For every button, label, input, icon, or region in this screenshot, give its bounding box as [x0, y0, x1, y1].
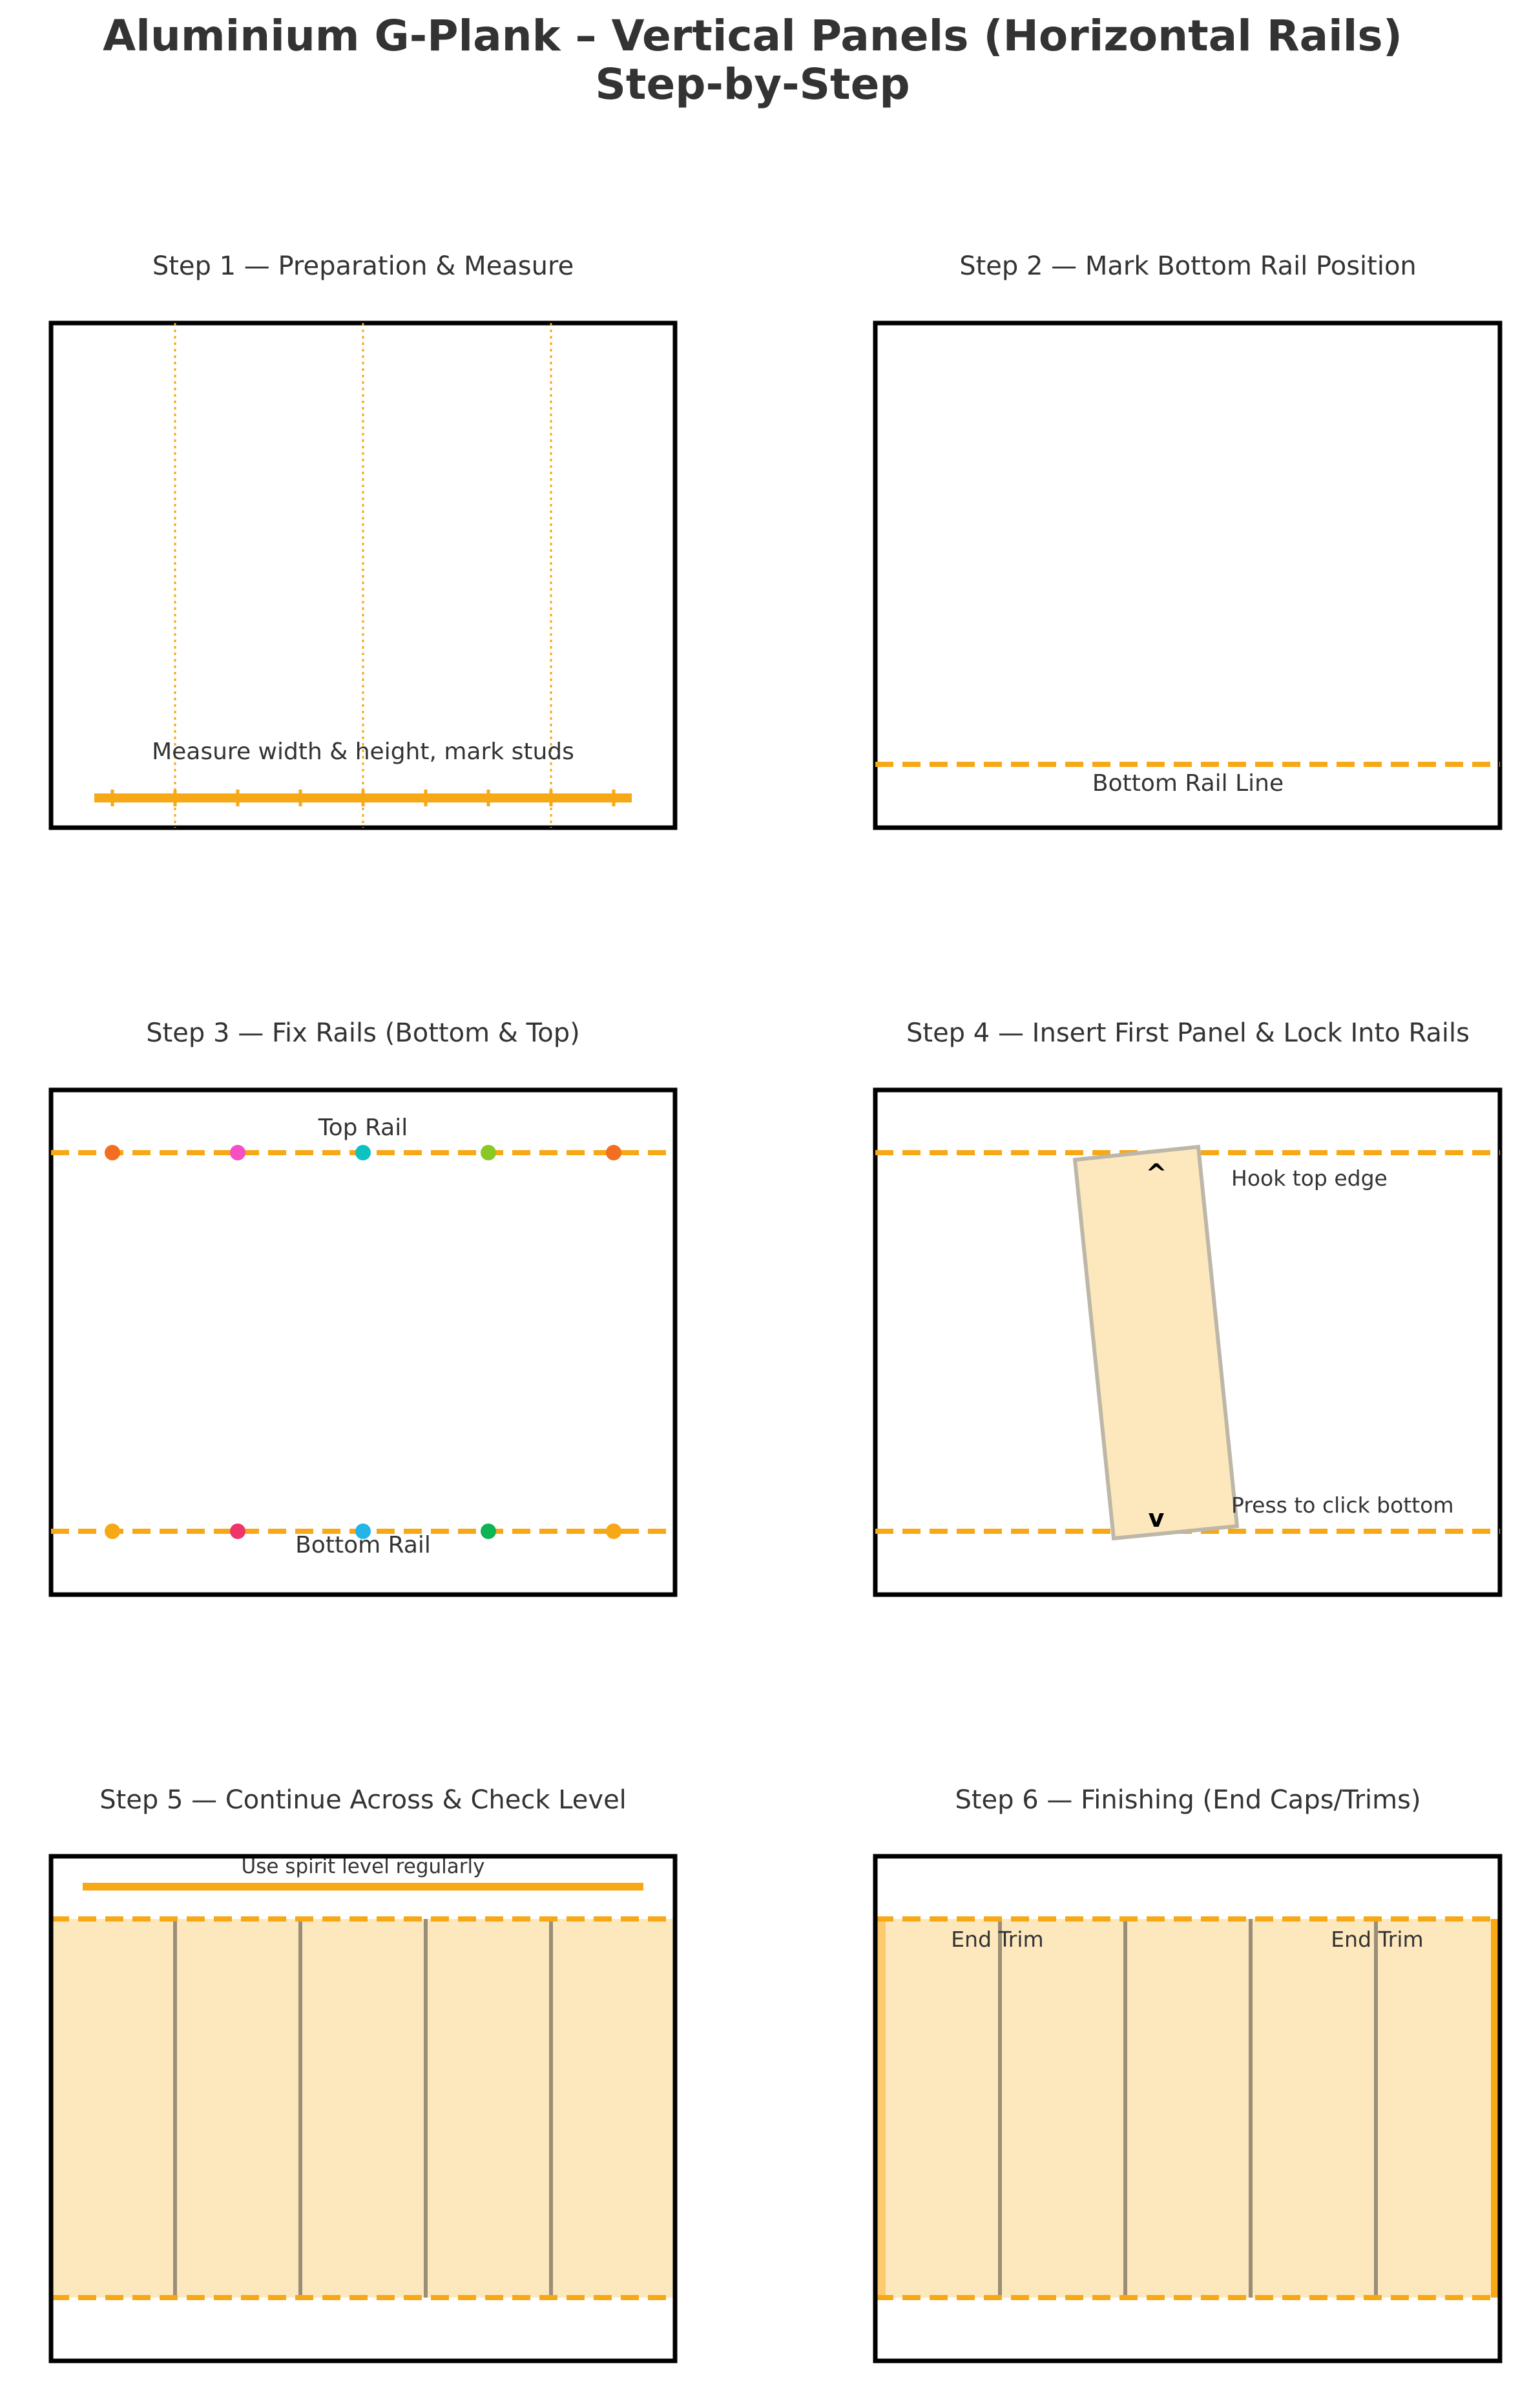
tilted-first-panel	[1075, 1147, 1237, 1538]
figure-title-line1: Aluminium G-Plank – Vertical Panels (Horizontal Rails)	[103, 11, 1402, 61]
step-1-caption: Measure width & height, mark studs	[152, 739, 574, 765]
figure-title-line2: Step-by-Step	[595, 59, 910, 109]
step-2-frame	[875, 323, 1500, 828]
step-6-panel	[875, 1785, 1500, 2361]
down-arrow-icon: v	[1148, 1504, 1165, 1533]
fastener	[606, 1524, 621, 1539]
fastener	[481, 1524, 496, 1539]
right-end-trim-label: End Trim	[1331, 1927, 1424, 1952]
step-5-caption: Use spirit level regularly	[241, 1855, 485, 1878]
step-4-panel	[875, 1018, 1500, 1595]
step-3-frame	[51, 1090, 675, 1595]
step-6-panels-fill	[875, 1919, 1500, 2298]
fastener	[481, 1145, 496, 1160]
fastener	[230, 1524, 245, 1539]
step-4-title: Step 4 — Insert First Panel & Lock Into Rails	[906, 1018, 1470, 1048]
fastener	[355, 1145, 371, 1160]
step-2-panel	[875, 251, 1500, 828]
step-1-panel	[51, 251, 675, 828]
step-5-panels-fill	[51, 1919, 675, 2298]
hook-top-label: Hook top edge	[1231, 1166, 1388, 1191]
top-rail-label: Top Rail	[318, 1115, 408, 1141]
step-2-title: Step 2 — Mark Bottom Rail Position	[959, 251, 1417, 281]
fastener	[105, 1145, 120, 1160]
up-arrow-icon: ^	[1145, 1159, 1167, 1189]
step-1-title: Step 1 — Preparation & Measure	[152, 251, 574, 281]
step-5-panel	[51, 1785, 675, 2361]
fastener	[606, 1145, 621, 1160]
fastener	[230, 1145, 245, 1160]
bottom-rail-label: Bottom Rail	[295, 1532, 431, 1558]
step-3-title: Step 3 — Fix Rails (Bottom & Top)	[146, 1018, 580, 1048]
step-6-title: Step 6 — Finishing (End Caps/Trims)	[955, 1785, 1421, 1815]
fastener	[105, 1524, 120, 1539]
left-end-trim	[877, 1919, 886, 2298]
press-bottom-label: Press to click bottom	[1231, 1493, 1454, 1518]
step-5-title: Step 5 — Continue Across & Check Level	[99, 1785, 627, 1815]
left-end-trim-label: End Trim	[951, 1927, 1044, 1952]
step-3-panel	[51, 1018, 675, 1595]
step-2-caption: Bottom Rail Line	[1092, 770, 1284, 797]
